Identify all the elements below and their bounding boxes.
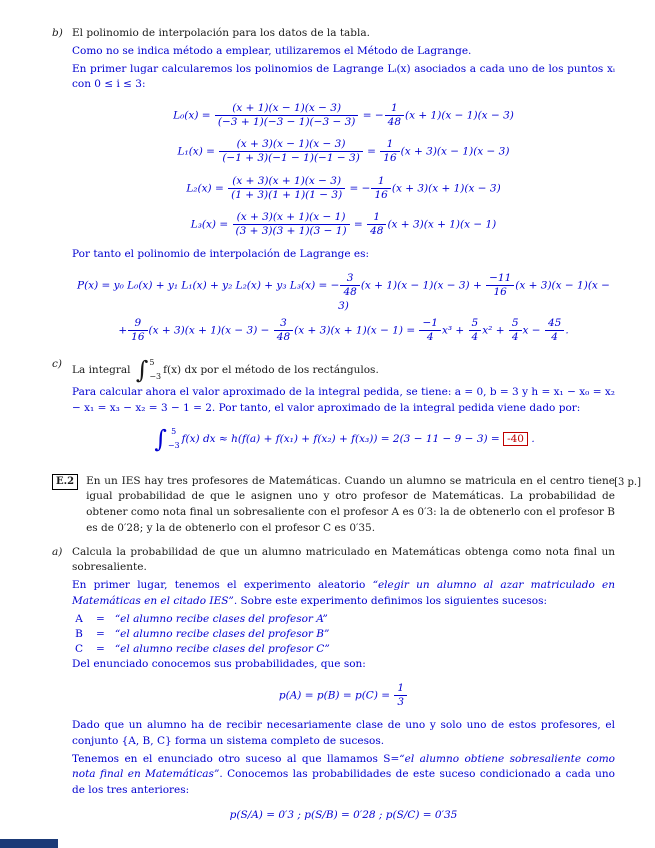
math-text: f(x) dx por el método de los rectángulos. <box>163 364 379 376</box>
event-definition-C <box>72 642 615 657</box>
equation-L3 <box>72 211 615 238</box>
math-fraction: $\frac{1}{48}$ <box>367 211 386 238</box>
a-statement: Calcula la probabilidad de que un alumno matriculado en Matemáticas obtenga como nota final un sobresaliente. <box>72 545 615 574</box>
math-text: f(x) dx ≈ h(f(a) + f(x₁) + f(x₂) + f(x₃)) = 2(3 − 11 − 9 − 3) = <box>181 432 504 445</box>
integral-sign: ∫ 5 −3 <box>154 424 180 453</box>
a-p4-pre: Tenemos en el enunciado otro suceso al que llamamos S= <box>72 752 400 765</box>
math-text: L₁(x) = <box>177 145 219 158</box>
c-solution-p1: Para calcular ahora el valor aproximado de la integral pedida, se tiene: a = 0, b = 3 y h = x₁ − x₀ = x₂ − x₁ = x₃ − x₂ = 3 − 1 = 2. Por tanto, el valor aproximado de la integral pedida viene dado por: <box>72 386 615 414</box>
math-text: (x + 1)(x − 1)(x − 3) + <box>360 279 486 292</box>
math-fraction: $\frac{1}{48}$ <box>385 102 404 129</box>
math-fraction: $\frac{(x + 1)(x - 1)(x - 3)}{(-3 + 1)(-3 - 1)(-3 - 3)}$ <box>215 102 358 129</box>
event-description: “el alumno recibe clases del profesor B” <box>114 627 330 640</box>
exercise-e2 <box>52 474 641 833</box>
math-text: L₂(x) = <box>186 182 228 195</box>
event-description: “el alumno recibe clases del profesor C” <box>114 642 330 655</box>
equation-integral-result <box>72 426 615 452</box>
math-text: (x + 3)(x − 1)(x − 3) <box>400 145 510 158</box>
math-text: L₃(x) = <box>190 218 232 231</box>
item-label-b: b) <box>52 27 63 39</box>
item-label-c: c) <box>52 358 62 370</box>
a-solution-p2: Del enunciado conocemos sus probabilidades, que son: <box>72 658 366 671</box>
section-b-body <box>72 26 615 353</box>
a-p1-post: . Sobre este experimento definimos los siguientes sucesos: <box>233 594 548 607</box>
item-label-a: a) <box>52 545 63 558</box>
points-badge: [3 p.] <box>614 476 641 488</box>
math-fraction: $\frac{3}{48}$ <box>340 272 359 299</box>
boxed-result: -40 <box>503 432 528 446</box>
math-text: (x + 3)(x − 1)(x − 3) <box>338 279 610 312</box>
equation-L1 <box>72 138 615 165</box>
math-fraction: $\frac{-11}{16}$ <box>486 272 514 299</box>
math-text: x − <box>522 324 544 337</box>
equation-L0 <box>72 102 615 129</box>
math-text: x² + <box>482 324 508 337</box>
event-symbol: B <box>75 627 83 640</box>
math-fraction: $\frac{45}{4}$ <box>545 317 564 344</box>
equation-L2 <box>72 175 615 202</box>
math-text: (x + 3)(x + 1)(x − 1) <box>387 218 497 231</box>
math-text: (x + 3)(x + 1)(x − 3) <box>391 182 501 195</box>
a-solution-p3: Dado que un alumno ha de recibir necesariamente clase de uno y solo uno de estos profesores, el conjunto {A, B, C} forma un sistema completo de sucesos. <box>72 719 615 747</box>
event-definition-A <box>72 612 615 627</box>
event-symbol: C <box>74 642 84 655</box>
equation-conditional-probs <box>72 808 615 824</box>
b-solution-p2: En primer lugar calcularemos los polinomios de Lagrange Lᵢ(x) asociados a cada uno de los puntos xᵢ con 0 ≤ i ≤ 3: <box>72 62 615 91</box>
math-fraction: $\frac{9}{16}$ <box>128 317 147 344</box>
math-fraction: $\frac{(x + 3)(x - 1)(x - 3)}{(-1 + 3)(-1 - 1)(-1 - 3)}$ <box>219 138 362 165</box>
section-c <box>52 357 615 461</box>
a-p4-quote: “el alumno obtiene sobresaliente como nota final en Matemáticas” <box>72 752 615 781</box>
integral-sign: ∫ 5 −3 <box>135 356 162 384</box>
math-fraction: $\frac{(x + 3)(x + 1)(x - 3)}{(1 + 3)(1 + 1)(1 - 3)}$ <box>228 175 345 202</box>
section-b <box>52 26 615 353</box>
math-fraction: $\frac{1}{16}$ <box>380 138 399 165</box>
e2-statement: En un IES hay tres profesores de Matemáticas. Cuando un alumno se matricula en el centro tiene igual probabilidad de que le asignen uno y otro profesor de Matemáticas. La probabilidad de obtener como nota final un sobresaliente con el profesor A es 0′3: la de obtenerlo con el profesor B es de 0′28; y la de obtenerlo con el profesor C es 0′35. <box>86 474 615 534</box>
math-fraction: $\frac{5}{4}$ <box>509 317 522 344</box>
math-text: La integral <box>72 364 134 376</box>
section-e2a <box>52 545 615 833</box>
a-solution-p1 <box>72 578 615 610</box>
math-fraction: $\frac{-1}{4}$ <box>419 317 440 344</box>
math-text: + <box>118 324 128 337</box>
page-edge-artifact <box>0 839 58 848</box>
b-solution-p1: Como no se indica método a emplear, utilizaremos el Método de Lagrange. <box>72 44 472 57</box>
math-text: = <box>350 218 367 231</box>
math-text: p(S/A) = 0′3 ; p(S/B) = 0′28 ; p(S/C) = 0′35 <box>229 808 458 821</box>
math-fraction: $\frac{3}{48}$ <box>274 317 293 344</box>
math-text: (x + 1)(x − 1)(x − 3) <box>405 109 514 122</box>
section-e2a-body <box>72 545 615 833</box>
c-statement <box>72 357 615 383</box>
a-p1-pre: En primer lugar, tenemos el experimento aleatorio <box>72 579 373 591</box>
math-text: . <box>528 432 535 445</box>
equation-P-line1 <box>72 272 615 315</box>
event-equals: = <box>96 627 105 640</box>
equation-pABC <box>72 682 615 709</box>
math-text: p(A) = p(B) = p(C) = <box>278 689 394 702</box>
math-fraction: $\frac{5}{4}$ <box>469 317 482 344</box>
event-equals: = <box>96 612 105 625</box>
math-text: (x + 3)(x + 1)(x − 3) − <box>148 324 273 337</box>
equation-P-line2 <box>72 317 615 344</box>
math-fraction: $\frac{1}{16}$ <box>371 175 390 202</box>
event-description: “el alumno recibe clases del profesor A” <box>114 612 328 625</box>
e2-header <box>52 474 615 539</box>
math-fraction: $\frac{1}{3}$ <box>394 682 407 709</box>
a-solution-p4 <box>72 752 615 799</box>
a-p4-post: . Conocemos las probabilidades de este suceso condicionado a cada uno de los tres anteriores: <box>72 768 615 797</box>
math-text: P(x) = y₀ L₀(x) + y₁ L₁(x) + y₂ L₂(x) + y₃ L₃(x) = − <box>77 279 340 292</box>
b-solution-p3: Por tanto el polinomio de interpolación de Lagrange es: <box>72 248 370 260</box>
e2-number-box: E.2 <box>52 474 78 490</box>
section-c-body <box>72 357 615 461</box>
b-statement: El polinomio de interpolación para los datos de la tabla. <box>72 27 370 39</box>
math-text: = <box>363 145 380 158</box>
math-text: L₀(x) = <box>173 109 214 122</box>
math-text: x³ + <box>441 324 468 337</box>
event-equals: = <box>96 642 105 655</box>
event-definition-B <box>72 627 615 642</box>
math-text: . <box>565 324 569 337</box>
math-text: = − <box>346 182 371 195</box>
math-text: (x + 3)(x + 1)(x − 1) = <box>294 324 419 337</box>
math-text: = − <box>359 109 384 122</box>
math-fraction: $\frac{(x + 3)(x + 1)(x - 1)}{(3 + 3)(3 + 1)(3 - 1)}$ <box>233 211 350 238</box>
event-symbol: A <box>75 612 83 625</box>
a-p1-quote: “elegir un alumno al azar matriculado en Matemáticas en el citado IES” <box>72 579 615 607</box>
